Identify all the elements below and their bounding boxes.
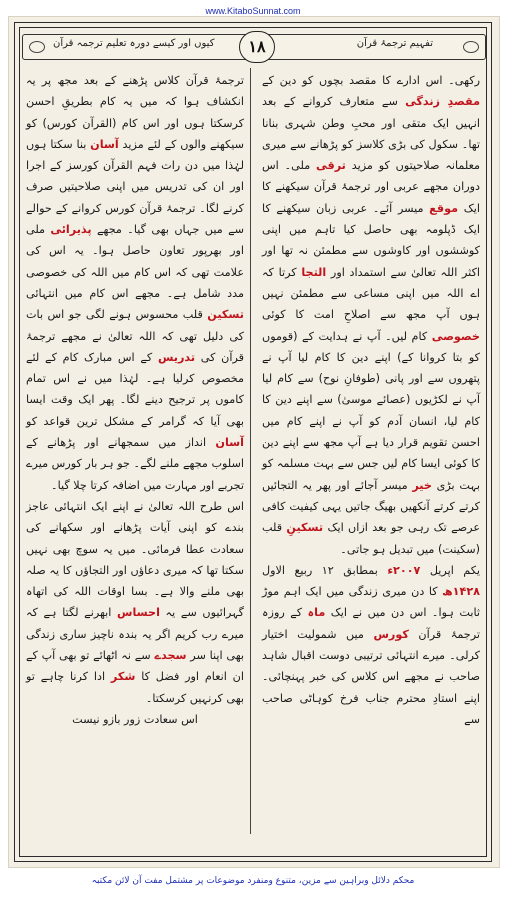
highlighted-word: ۱۴۲۸ھ [442, 585, 480, 599]
text-run: سے نہ اٹھائے تو بھی آپ کے ان انعام اور فضل کا [26, 649, 244, 684]
highlighted-word: خصوصی [431, 329, 480, 343]
left-column-text [26, 70, 244, 730]
highlighted-word: موقع [429, 201, 459, 215]
highlighted-word: مقصدِ زندگی [405, 95, 480, 109]
highlighted-word: تدریس [157, 350, 196, 364]
ornament-left [29, 41, 45, 53]
right-column-text [262, 70, 480, 730]
paragraph [262, 560, 480, 730]
highlighted-word: تسکینِ [286, 521, 324, 535]
text-run: سے متعارف کروانے کے بعد انہیں ایک متقی اور محبِ وطن شہری بنانا تھا۔ سکول کی بڑی کلاسز کو پڑھانے سے میری معلمانہ صلاحیتوں کو مزید [262, 95, 480, 173]
text-run: یکم اپریل [420, 563, 480, 577]
highlighted-word: ۲۰۰۷ء [387, 563, 421, 577]
site-url: www.KitaboSunnat.com [205, 6, 301, 16]
highlighted-word: آسان [90, 137, 119, 151]
text-run: میسر آجائے اور پھر یہ التجائیں کرتے کرتے آنکھیں بھیگ جاتیں یہی کیفیت کافی عرصے تک رہی جو بعد ازاں ایک [262, 478, 481, 535]
footer-banner: محکم دلائل وبراہین سے مزین، متنوع ومنفرد موضوعات پر مشتمل مفت آن لائن مکتبہ [91, 876, 415, 886]
highlighted-word: خیر [412, 478, 432, 492]
paragraph [26, 496, 244, 709]
text-run: قلب محسوس ہونے لگی جو اس بات کی دلیل تھی کہ اللہ تعالیٰ نے مجھے ترجمۂ قرآن کی [26, 308, 245, 364]
text-run: ابھرنے لگتا ہے کہ میرے رب کریم اگر یہ بندہ ناچیز ساری زندگی بھی اپنا سر [26, 606, 244, 663]
paragraph [262, 70, 480, 560]
highlighted-word: سجدے [154, 649, 187, 663]
header-left-title: کیوں اور کیسے دورہ تعلیم ترجمہ قرآن [53, 38, 215, 49]
text-run: ملی۔ اس دوران مجھے عربی اور ترجمۂ قرآن سیکھنے کا ایک [262, 159, 480, 215]
text-run: کے روزہ ترجمۂ قرآن [262, 606, 480, 641]
highlighted-word: احساس [117, 606, 160, 620]
highlighted-word: آسان [215, 436, 244, 450]
highlighted-word: ماہ [307, 606, 326, 620]
column-divider [250, 68, 251, 834]
text-run: ترجمۂ قرآن کلاس پڑھنے کے بعد مجھ پر یہ انکشاف ہوا کہ میں یہ کام بطریقِ احسن کرسکتا ہوں اور اس کام (القرآن کورس) کو سیکھنے والوں کے لئے مزید [26, 74, 244, 151]
highlighted-word: ترقی [316, 159, 346, 173]
signature-line: اس سعادت زور بازو نیست [72, 712, 198, 726]
highlighted-word: تسکین [207, 308, 244, 322]
text-run: کے اس مبارک کام کے لئے مخصوص کرلیا ہے۔ لہٰذا میں نے اس تمام کاموں پر ترجیح دینے لگا۔ پھر ایک وقت ایسا بھی آیا کہ گرامر کے مشکل ترین قواعد کو [26, 350, 244, 428]
running-header [22, 34, 486, 60]
highlighted-word: التجا [301, 265, 327, 279]
text-run: قلب (سکینت) میں تبدیل ہو جاتی۔ [262, 521, 480, 556]
page-number: ١٨ [239, 31, 275, 63]
text-run: کام لیں۔ آپ نے ہدایت کے (قوموں کو بتا کروانا کے) اپنے دین کا کام لیا آپ نے پتھروں سے اور پانی (طوفانِ نوح) سے کام لیا آپ نے لکڑیوں (عصائے موسیٰ) سے اپنے دین کا کام لیا، انسان آدم کو آپ نے اپنے کام میں احسن تقویم قرار دیا ہے آپ مجھ سے اپنے دین کا کوئی ایسا کام لیں جس سے بہت مسلمہ کو بہت بڑی [262, 329, 481, 492]
text-run: کرتا کہ اے اللہ میں اپنی مساعی سے مطمئن نہیں ہوں آپ مجھ سے اصلاحِ امت کا کوئی [262, 265, 480, 322]
header-right-title: تفہیم ترجمۂ قرآن [356, 38, 433, 49]
text-run: ملی اور بھرپور تعاون حاصل ہوا۔ یہ اس کی علامت تھی کہ اس کام میں اللہ کی خصوصی مدد شامل ہے۔ مجھے اس کام میں انتہائی [26, 223, 244, 300]
ornament-right [463, 41, 479, 53]
text-run: انداز میں سمجھانے اور پڑھانے کے اسلوب مجھے ملنے لگے۔ جو ہر بار کورس میرے تجربے اور مہارت میں اضافہ کرتا چلا گیا۔ [26, 436, 244, 492]
text-run: بنا سکتا ہوں لہٰذا میں دن رات فہم القرآن کورسز کے اجرا اور ان کی تدریس میں اپنی صلاحیتیں صرف کرنے لگا۔ ترجمۂ قرآن کورس کروانے کے حوالے سے میں جہاں بھی گیا۔ مجھے [26, 137, 244, 237]
paragraph [26, 70, 244, 496]
text-run: اس طرح اللہ تعالیٰ نے اپنے ایک انتہائی عاجز بندے کو اپنی آیات پڑھانے اور سکھانے کی سعادت عطا فرمائی۔ میں یہ سوچ بھی نہیں سکتا تھا کہ میری دعاؤں اور التجاؤں کا یہ صلہ بھی ملنے والا ہے۔ بسا اوقات اللہ کی اتھاہ گہرائیوں سے یہ [26, 499, 244, 620]
highlighted-word: شکر [110, 670, 136, 684]
text-run: میسر آئے۔ عربی زبان سیکھنے کا ایک ڈپلومہ بھی حاصل کیا تاہم میں اپنی کوششوں اور کاوشوں سے مطمئن نہ تھا اور اکثر اللہ تعالیٰ سے استمداد اور [262, 201, 480, 279]
text-run: ادا کرنا چاہے تو بھی کرنہیں کرسکتا۔ [26, 670, 244, 705]
highlighted-word: پذیرائی [50, 223, 92, 237]
text-run: میں شمولیت اختیار کرلی۔ میرے انتہائی ترتیبی دوست اقبال شاہد صاحب نے مجھے اس کلاس کی خبر پہنچائی۔ اپنے استادِ محترم جناب فرخ کوہاٹی صاحب سے [262, 627, 480, 726]
text-run: رکھی۔ اس ادارے کا مقصد بچوں کو دین کے [262, 74, 480, 87]
highlighted-word: کورس [373, 627, 409, 641]
text-run: کا دن میری زندگی میں ایک اہم موڑ ثابت ہوا۔ اس دن میں نے ایک [262, 585, 481, 620]
text-run: بمطابق ۱۲ ربیع الاول [262, 563, 388, 577]
